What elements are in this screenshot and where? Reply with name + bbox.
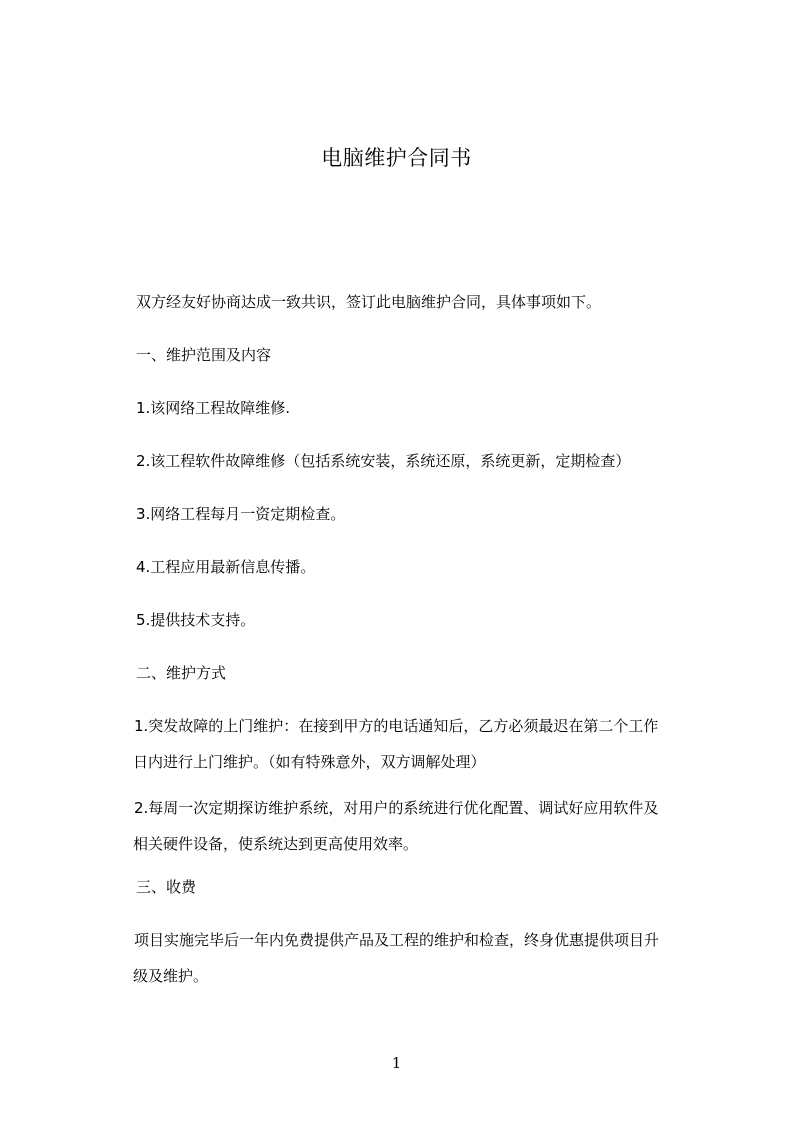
page-number: 1 bbox=[391, 1054, 402, 1072]
fees-line-1: 项目实施完毕后一年内免费提供产品及工程的维护和检查，终身优惠提供项目升 bbox=[134, 931, 660, 949]
document-title: 电脑维护合同书 bbox=[321, 146, 472, 170]
section-heading-fees: 三、收费 bbox=[136, 878, 197, 896]
section-heading-scope: 一、维护范围及内容 bbox=[136, 346, 272, 364]
list-item: 1.该网络工程故障维修. bbox=[136, 399, 291, 417]
fees-paragraph bbox=[134, 922, 704, 994]
section-heading-method: 二、维护方式 bbox=[136, 664, 227, 682]
method-item-1-line-2: 日内进行上门维护。（如有特殊意外，双方调解处理） bbox=[133, 753, 486, 771]
list-item: 2.该工程软件故障维修（包括系统安装，系统还原，系统更新，定期检查） bbox=[136, 452, 631, 470]
intro-paragraph: 双方经友好协商达成一致共识，签订此电脑维护合同，具体事项如下。 bbox=[136, 293, 602, 311]
method-item-1 bbox=[134, 708, 704, 780]
list-item: 3.网络工程每月一资定期检查。 bbox=[136, 505, 346, 523]
method-item-2-line-1: 2.每周一次定期探访维护系统，对用户的系统进行优化配置、调试好应用软件及 bbox=[134, 799, 659, 817]
method-item-2-line-2: 相关硬件设备，使系统达到更高使用效率。 bbox=[133, 835, 419, 853]
method-item-2 bbox=[134, 790, 704, 862]
list-item: 4.工程应用最新信息传播。 bbox=[136, 558, 316, 576]
list-item: 5.提供技术支持。 bbox=[136, 611, 256, 629]
method-item-1-line-1: 1.突发故障的上门维护：在接到甲方的电话通知后，乙方必须最迟在第二个工作 bbox=[134, 717, 659, 735]
fees-line-2: 级及维护。 bbox=[133, 967, 209, 985]
